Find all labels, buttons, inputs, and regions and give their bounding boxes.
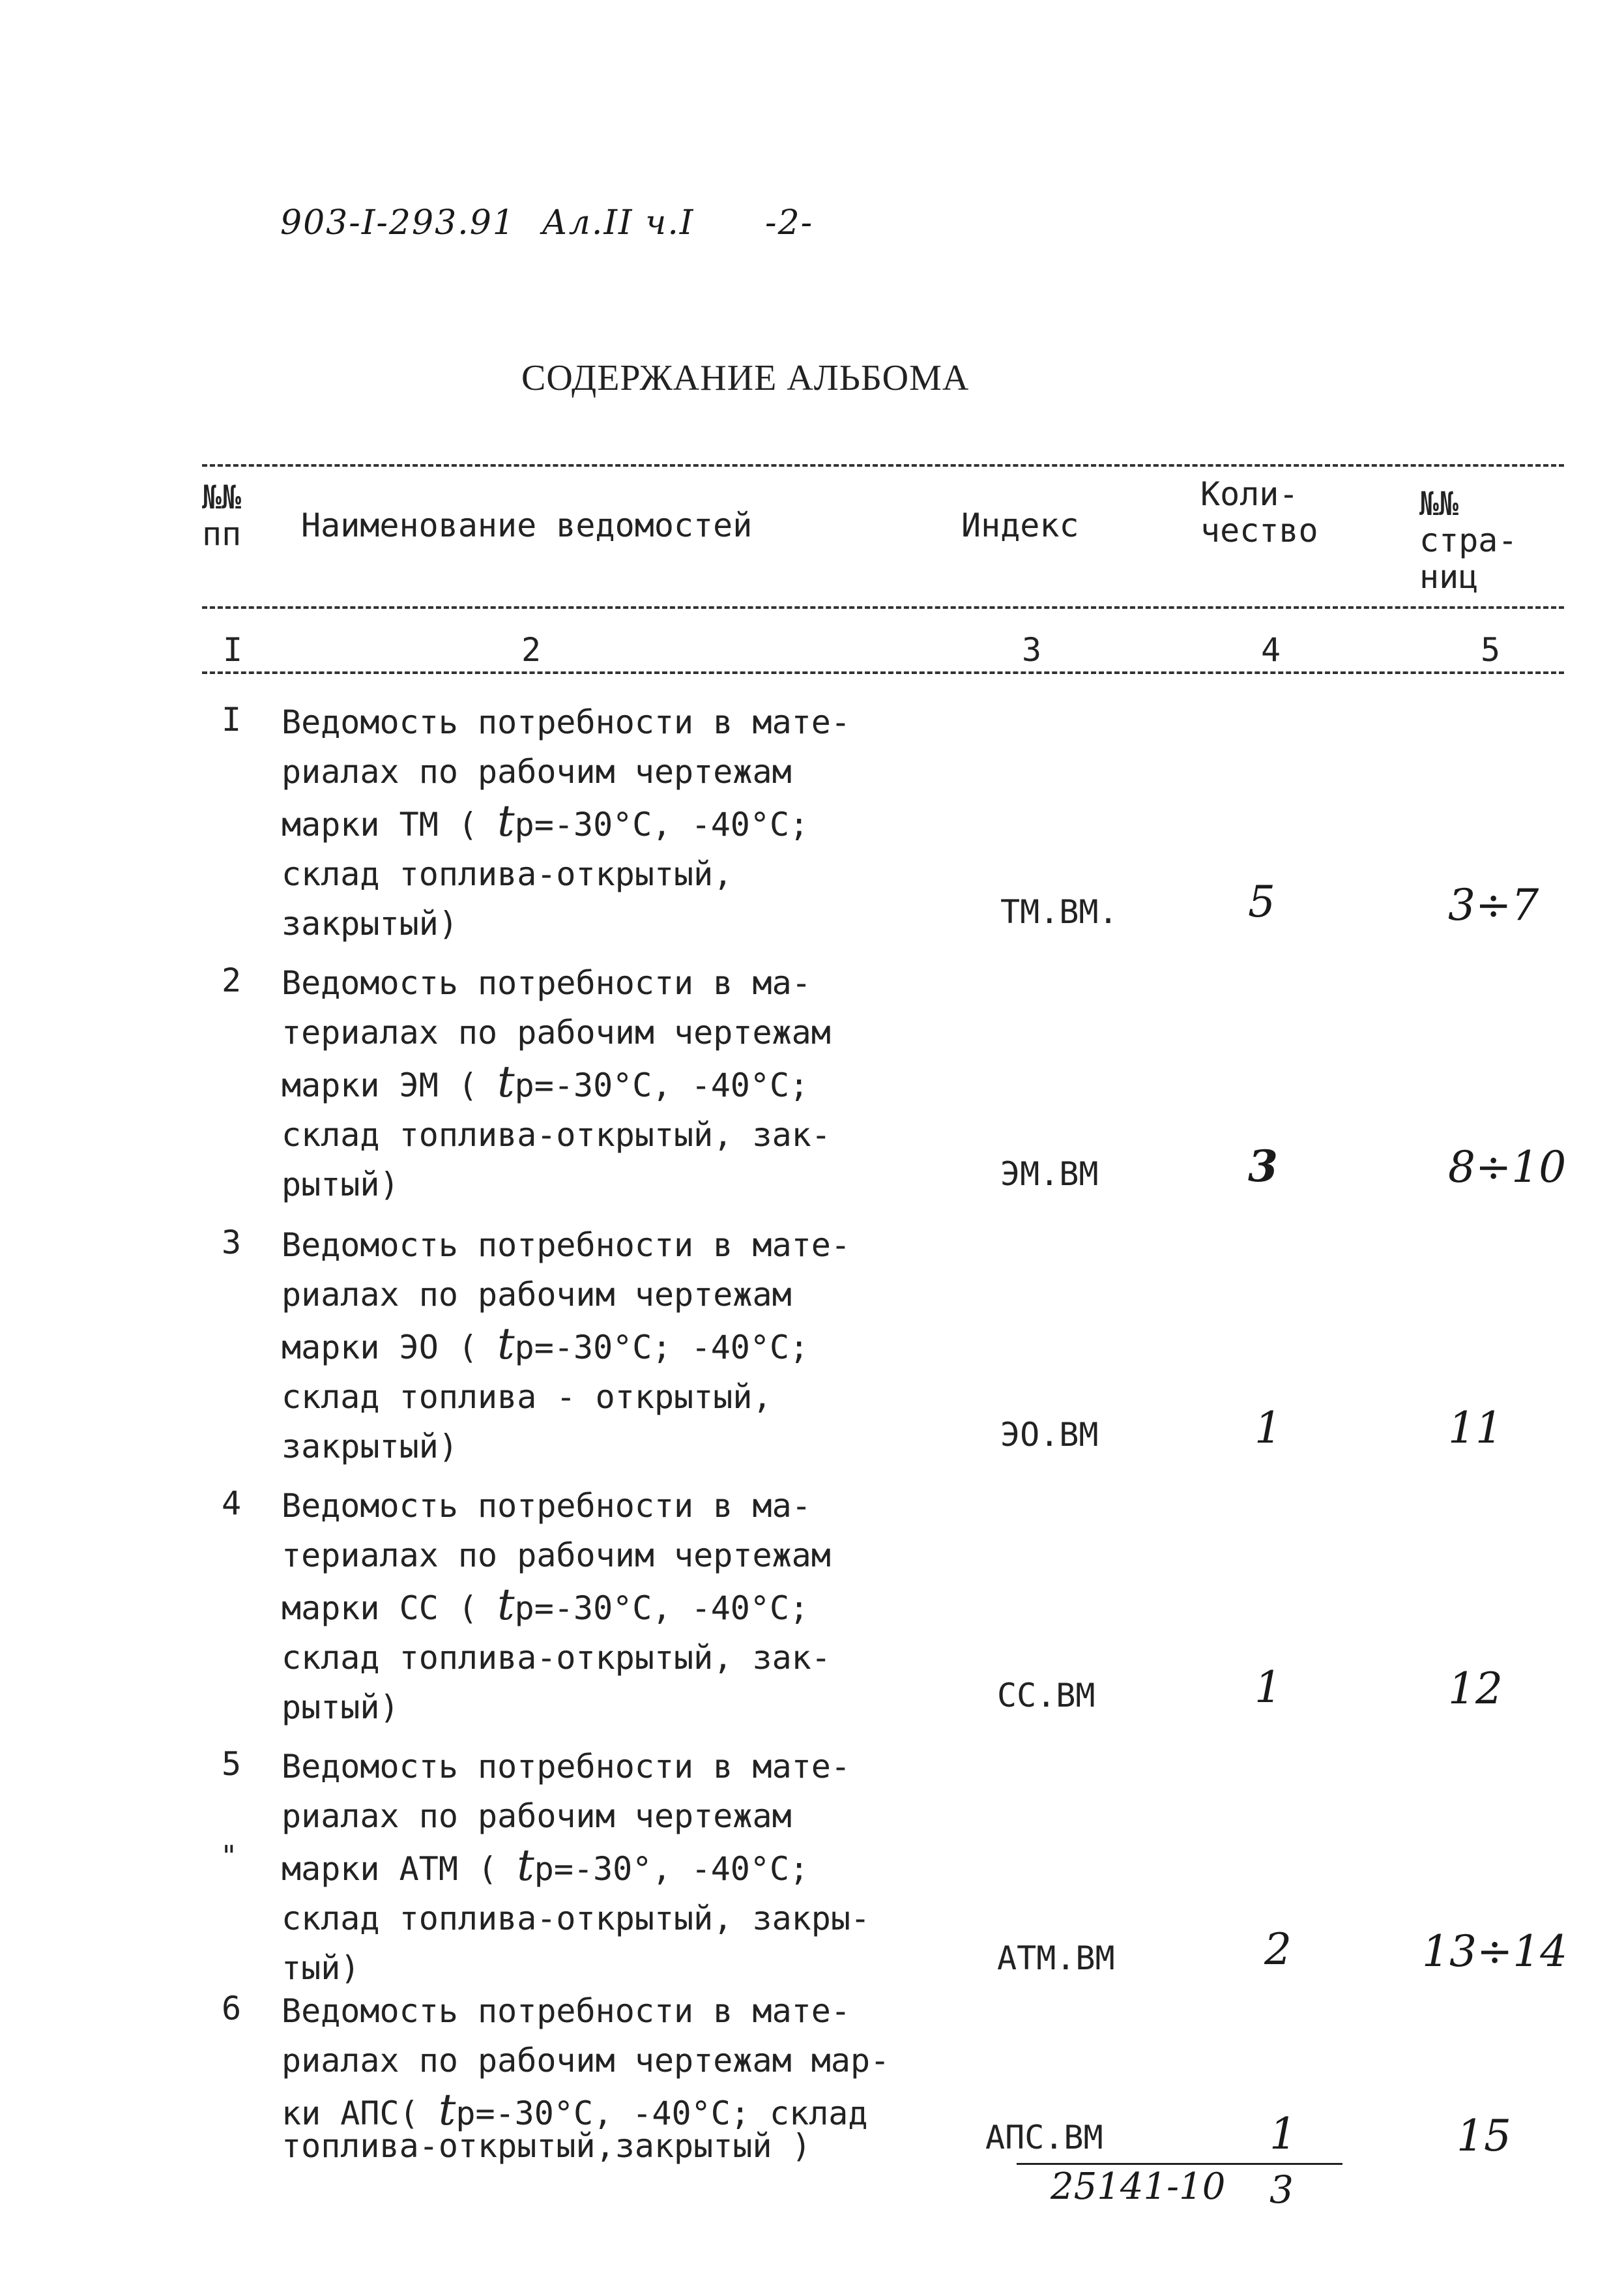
row-5-index: АТМ.ВМ	[997, 1939, 1115, 1977]
row-4-mark-text: марки СС (	[282, 1589, 498, 1627]
row-2-line-1: Ведомость потребности в ма-	[282, 964, 811, 1002]
col-header-number-line1: №№	[202, 478, 242, 516]
column-number-rule	[202, 671, 1564, 674]
row-4-name	[282, 1481, 831, 1732]
column-number-1: I	[223, 631, 243, 669]
row-6-temp-symbol: t	[438, 2085, 456, 2135]
col-header-pages-line2: стра-	[1419, 522, 1518, 559]
row-6-mark-text: ки АПС(	[282, 2094, 439, 2132]
row-1-index: ТМ.ВМ.	[1000, 893, 1118, 931]
row-2-line-2: териалах по рабочим чертежам	[282, 1014, 831, 1051]
row-2-quantity: 3	[1248, 1141, 1278, 1192]
row-4-line-5: рытый)	[282, 1688, 399, 1726]
footer-stamp: 25141-10	[1051, 2166, 1226, 2208]
row-2-name	[282, 958, 831, 1209]
col-header-pages-line1: №№	[1419, 485, 1459, 523]
row-5-line-3	[282, 1841, 870, 1894]
row-4-index: СС.ВМ	[997, 1677, 1095, 1714]
row-5-line-2: риалах по рабочим чертежам	[282, 1797, 792, 1835]
row-3-line-2: риалах по рабочим чертежам	[282, 1276, 792, 1314]
row-6-pages: 15	[1457, 2111, 1511, 2161]
row-6-temp-text: р=-30°С, -40°С; склад	[456, 2094, 868, 2132]
row-3-index: ЭО.ВМ	[1000, 1416, 1099, 1454]
row-2-pages: 8÷10	[1448, 1142, 1567, 1192]
row-1-pages: 3÷7	[1448, 880, 1539, 930]
row-6-line-4: топлива-открытый,закрытый )	[282, 2127, 811, 2165]
row-1-line-5: закрытый)	[282, 905, 458, 943]
row-3-mark-text: марки ЭО (	[282, 1329, 498, 1366]
row-3-temp-text: р=-30°С; -40°С;	[514, 1329, 809, 1366]
row-5-mark-text: марки АТМ (	[282, 1850, 517, 1888]
row-1-number: I	[222, 701, 242, 739]
row-1-line-1: Ведомость потребности в мате-	[282, 703, 850, 741]
page-number: -2-	[765, 203, 814, 242]
row-4-temp-symbol: t	[497, 1579, 515, 1630]
row-1-temp-text: р=-30°С, -40°С;	[514, 806, 809, 844]
row-4-number: 4	[222, 1484, 242, 1522]
row-4-line-1: Ведомость потребности в ма-	[282, 1487, 811, 1525]
col-header-quantity	[1200, 476, 1318, 549]
col-header-index: Индекс	[961, 507, 1079, 544]
row-6-index: АПС.ВМ	[985, 2119, 1103, 2156]
table-header-rule	[202, 606, 1564, 609]
row-6-name	[282, 1986, 890, 2164]
column-number-4: 4	[1261, 631, 1281, 669]
row-4-pages: 12	[1448, 1664, 1503, 1714]
column-number-2: 2	[521, 631, 542, 669]
row-1-temp-symbol: t	[497, 796, 515, 846]
row-5-margin-mark: "	[220, 1840, 238, 1873]
row-2-temp-text: р=-30°С, -40°С;	[514, 1066, 809, 1104]
row-1-line-2: риалах по рабочим чертежам	[282, 753, 792, 791]
row-4-line-4: склад топлива-открытый, зак-	[282, 1639, 831, 1677]
row-2-temp-symbol: t	[497, 1057, 515, 1107]
column-number-5: 5	[1481, 631, 1501, 669]
row-3-line-1: Ведомость потребности в мате-	[282, 1226, 850, 1264]
row-2-line-4: склад топлива-открытый, зак-	[282, 1116, 831, 1154]
col-header-quantity-line1: Коли-	[1200, 475, 1299, 513]
row-2-index: ЭМ.ВМ	[1000, 1155, 1099, 1193]
row-5-line-5: тый)	[282, 1949, 360, 1987]
row-3-line-5: закрытый)	[282, 1428, 458, 1465]
row-3-quantity: 1	[1254, 1403, 1282, 1453]
album-reference: Ал.II ч.I	[542, 203, 695, 242]
col-header-quantity-line2: чество	[1200, 512, 1318, 550]
row-3-number: 3	[222, 1224, 242, 1261]
row-2-line-3	[282, 1057, 831, 1110]
col-header-number	[202, 479, 241, 552]
row-5-line-4: склад топлива-открытый, закры-	[282, 1900, 871, 1937]
row-3-name	[282, 1220, 850, 1471]
row-3-line-3	[282, 1319, 850, 1372]
row-6-line-1: Ведомость потребности в мате-	[282, 1992, 850, 2030]
row-5-temp-symbol: t	[517, 1840, 534, 1890]
row-6-number: 6	[222, 1990, 242, 2027]
row-3-pages: 11	[1448, 1403, 1503, 1453]
col-header-number-line2: пп	[202, 515, 242, 553]
row-4-temp-text: р=-30°С, -40°С;	[514, 1589, 809, 1627]
document-number: 903-I-293.91	[280, 203, 515, 242]
row-5-quantity: 2	[1264, 1924, 1292, 1975]
column-number-3: 3	[1022, 631, 1042, 669]
row-2-line-5: рытый)	[282, 1166, 399, 1203]
table-top-rule	[202, 464, 1564, 467]
row-4-quantity: 1	[1254, 1662, 1282, 1712]
row-1-line-4: склад топлива-открытый,	[282, 855, 733, 893]
row-5-temp-text: р=-30°, -40°С;	[534, 1850, 809, 1888]
row-5-name	[282, 1742, 870, 1993]
row-1-quantity: 5	[1248, 877, 1275, 927]
row-3-line-4: склад топлива - открытый,	[282, 1378, 772, 1416]
col-header-pages	[1419, 486, 1518, 595]
row-6-line-2: риалах по рабочим чертежам мар-	[282, 2042, 890, 2079]
col-header-name: Наименование ведомостей	[301, 507, 753, 544]
row-5-number: 5	[222, 1745, 242, 1783]
row-1-name	[282, 698, 850, 948]
row-5-pages: 13÷14	[1422, 1926, 1568, 1976]
row-2-number: 2	[222, 962, 242, 999]
row-5-line-1: Ведомость потребности в мате-	[282, 1748, 850, 1785]
row-1-mark-text: марки ТМ (	[282, 806, 498, 844]
row-4-line-2: териалах по рабочим чертежам	[282, 1536, 831, 1574]
document-code	[280, 203, 813, 242]
footer-underline	[1017, 2163, 1342, 2165]
page-title: СОДЕРЖАНИЕ АЛЬБОМА	[521, 358, 970, 398]
col-header-pages-line3: ниц	[1419, 558, 1479, 596]
row-4-line-3	[282, 1580, 831, 1633]
row-1-line-3	[282, 797, 850, 849]
row-3-temp-symbol: t	[497, 1319, 515, 1369]
footer-sheet: 3	[1269, 2167, 1294, 2212]
row-6-quantity: 1	[1269, 2109, 1297, 2159]
row-2-mark-text: марки ЭМ (	[282, 1066, 498, 1104]
